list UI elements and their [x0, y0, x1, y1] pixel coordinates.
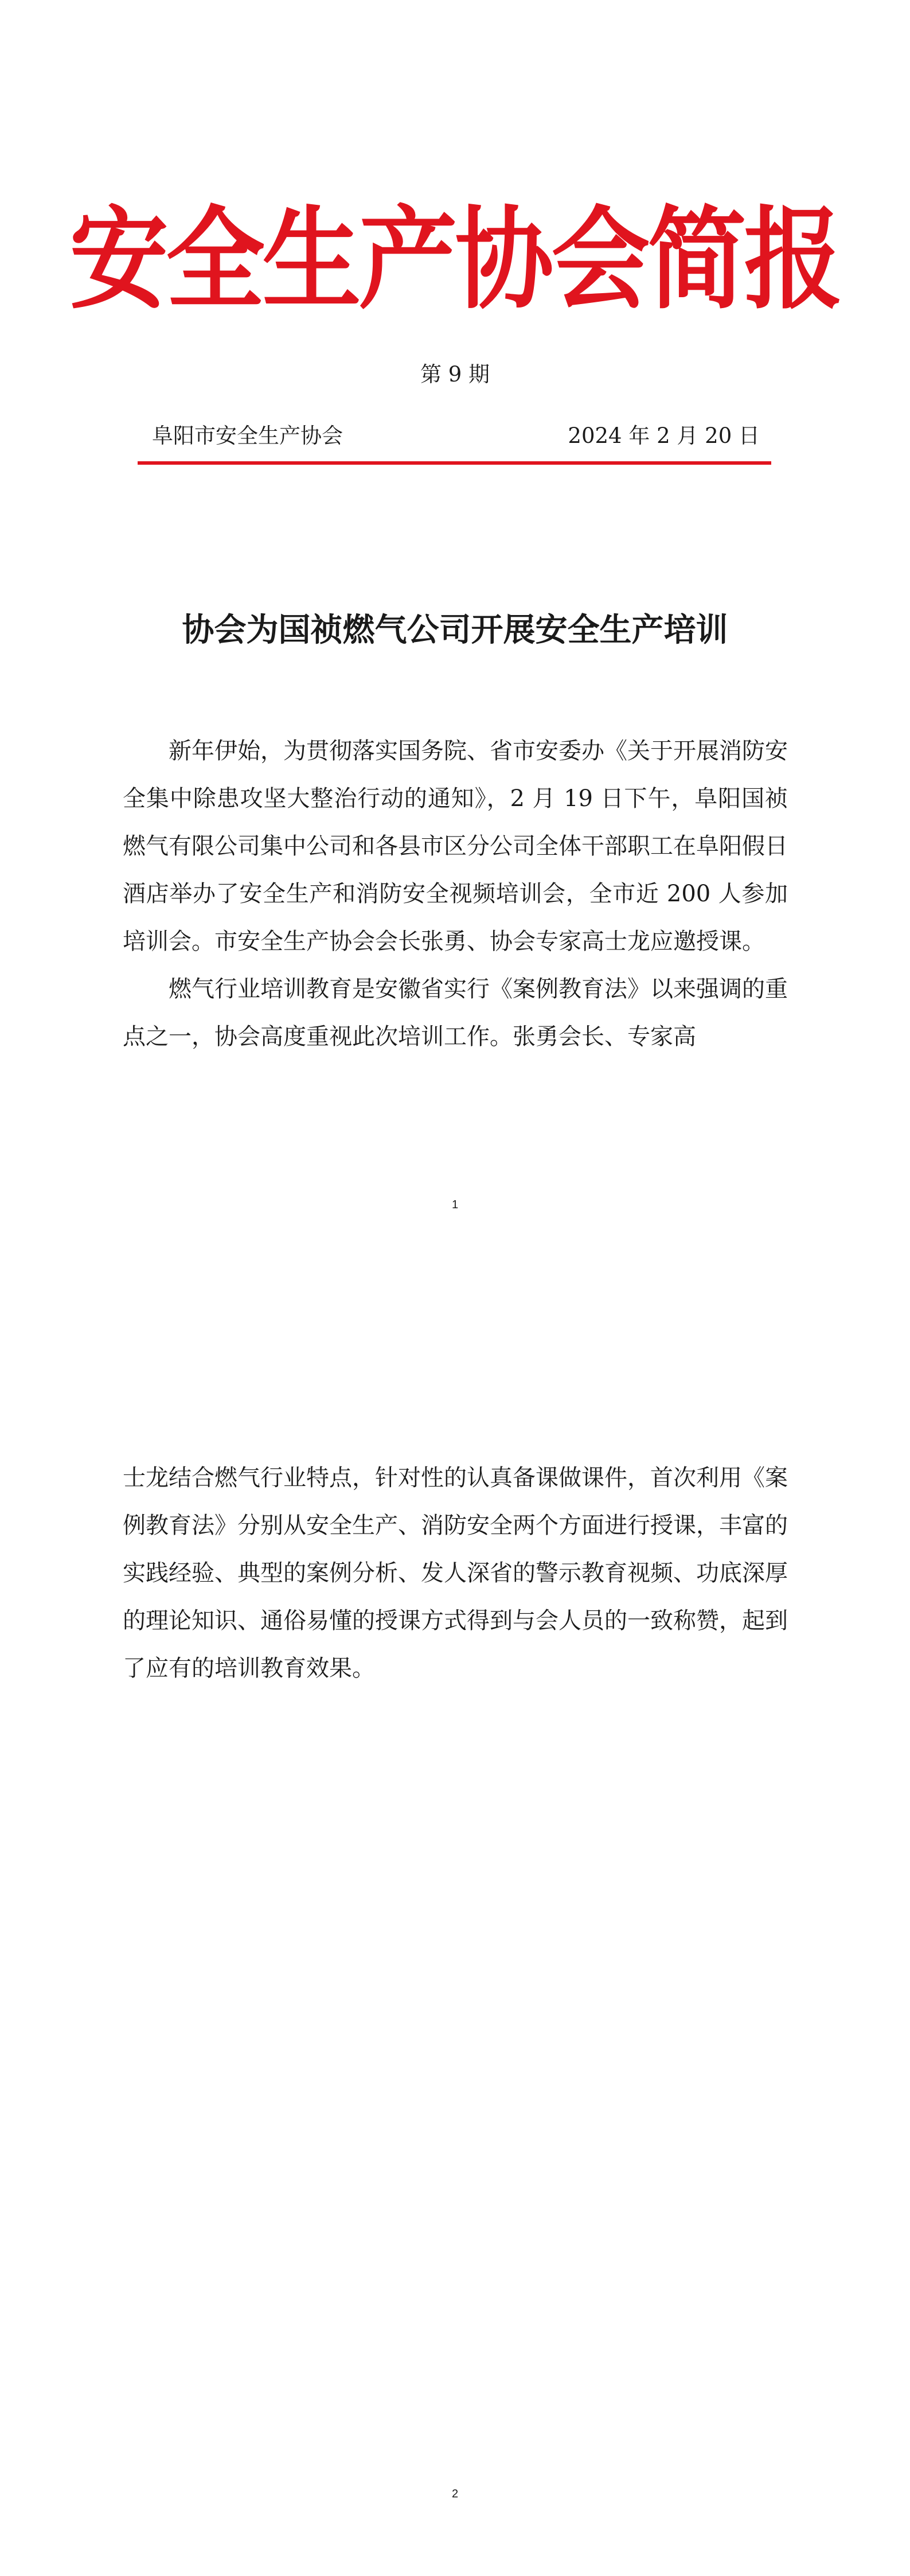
- paragraph: 燃气行业培训教育是安徽省实行《案例教育法》以来强调的重点之一，协会高度重视此次培训工作。张勇会长、专家高: [123, 976, 788, 1050]
- organization-name: 阜阳市安全生产协会: [152, 423, 343, 448]
- article-body-page-2: [123, 1454, 788, 1692]
- issue-number: 第 9 期: [420, 362, 490, 387]
- page-2: [0, 1288, 910, 2576]
- publish-date: 2024 年 2 月 20 日: [568, 423, 760, 448]
- paragraph: 新年伊始，为贯彻落实国务院、省市安委办《关于开展消防安全集中除患攻坚大整治行动的通知》，2 月 19 日下午，阜阳国祯燃气有限公司集中公司和各县市区分公司全体干部职工在阜阳假日酒店举办了安全生产和消防安全视频培训会，全市近 200 人参加培训会。市安全生产协会会长张勇、协会专家高士龙应邀授课。: [123, 738, 788, 955]
- masthead-title: 安全生产协会简报: [69, 195, 841, 325]
- page-number: 2: [451, 2488, 459, 2500]
- paragraph: 士龙结合燃气行业特点，针对性的认真备课做课件，首次利用《案例教育法》分别从安全生产、消防安全两个方面进行授课，丰富的实践经验、典型的案例分析、发人深省的警示教育视频、功底深厚的理论知识、通俗易懂的授课方式得到与会人员的一致称赞，起到了应有的培训教育效果。: [123, 1465, 788, 1682]
- header-meta-row: [152, 422, 760, 450]
- article-title: 协会为国祯燃气公司开展安全生产培训: [182, 611, 728, 649]
- page-number: 1: [451, 1198, 459, 1211]
- article-body-page-1: [123, 727, 788, 1061]
- header-divider: [138, 461, 771, 465]
